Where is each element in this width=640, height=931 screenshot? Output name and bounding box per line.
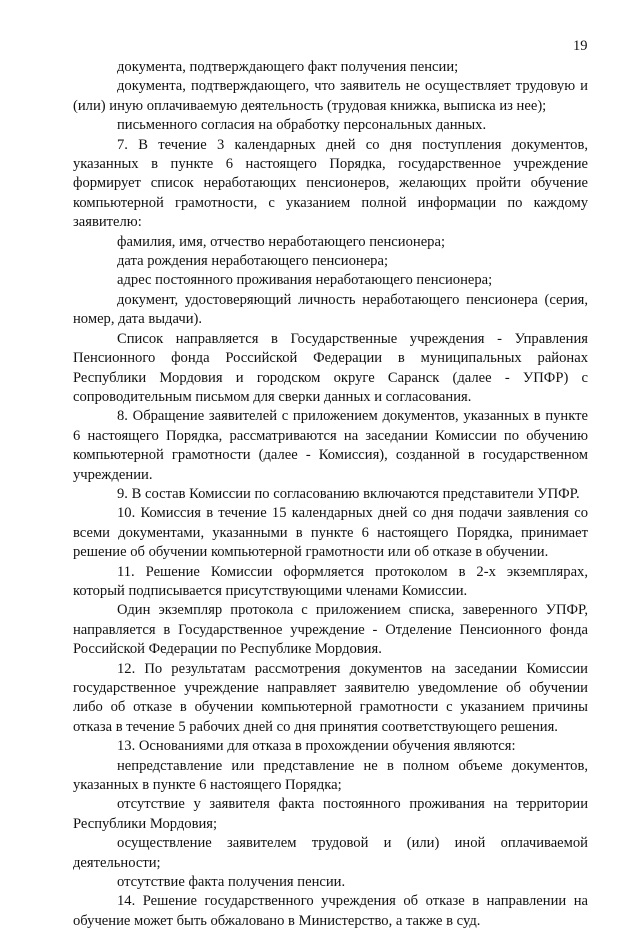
paragraph: документа, подтверждающего, что заявитель не осуществляет трудовую и (или) иную оплачиваемую деятельность (трудовая книжка, выписка из нее);	[73, 78, 588, 114]
paragraph: 10. Комиссия в течение 15 календарных дней со дня подачи заявления со всеми документами, указанными в пункте 6 настоящего Порядка, принимает решение об обучении компьютерной грамотности или об отказе в обучении.	[73, 505, 588, 561]
paragraph: осуществление заявителем трудовой и (или) иной оплачиваемой деятельности;	[73, 835, 588, 871]
paragraph: дата рождения неработающего пенсионера;	[117, 253, 389, 270]
paragraph: отсутствие факта получения пенсии.	[117, 874, 346, 891]
paragraph: документ, удостоверяющий личность неработающего пенсионера (серия, номер, дата выдачи).	[73, 291, 588, 328]
paragraph: 13. Основаниями для отказа в прохождении обучения являются:	[117, 738, 516, 755]
paragraph: 12. По результатам рассмотрения документов на заседании Комиссии государственное учреждение направляет заявителю уведомление об обучении либо об отказе в обучении компьютерной грамотности с указанием причины отказа в течение 5 рабочих дней со дня принятия соответствующего решения.	[73, 660, 588, 735]
paragraph: адрес постоянного проживания неработающего пенсионера;	[117, 272, 493, 289]
paragraph: Один экземпляр протокола с приложением списка, заверенного УПФР, направляется в Государственное учреждение - Отделение Пенсионного фонда Российской Федерации по Республике Мордовия.	[73, 602, 588, 658]
paragraph: 14. Решение государственного учреждения об отказе в направлении на обучение может быть обжаловано в Министерство, а также в суд.	[73, 893, 588, 929]
paragraph: письменного согласия на обработку персональных данных.	[117, 117, 487, 134]
paragraph: 11. Решение Комиссии оформляется протоколом в 2-х экземплярах, который подписывается присутствующими членами Комиссии.	[73, 563, 588, 599]
paragraph: отсутствие у заявителя факта постоянного проживания на территории Республики Мордовия;	[73, 796, 588, 832]
paragraph: 7. В течение 3 календарных дней со дня поступления документов, указанных в пункте 6 настоящего Порядка, государственное учреждение формирует список неработающих пенсионеров, желающих пройти обучение компьютерной грамотности, с указанием полной информации по каждому заявителю:	[73, 136, 588, 231]
document-body	[73, 58, 588, 931]
page-number: 19	[573, 38, 588, 54]
paragraph: фамилия, имя, отчество неработающего пенсионера;	[117, 233, 445, 250]
paragraph: непредставление или представление не в полном объеме документов, указанных в пункте 6 настоящего Порядка;	[73, 757, 588, 794]
paragraph: Список направляется в Государственные учреждения - Управления Пенсионного фонда Российской Федерации в муниципальных районах Республики Мордовия и городском округе Саранск (далее - УПФР) с сопроводительным письмом для сверки данных и согласования.	[73, 330, 588, 405]
paragraph: документа, подтверждающего факт получения пенсии;	[117, 59, 459, 75]
paragraph: 8. Обращение заявителей с приложением документов, указанных в пункте 6 настоящего Порядка, рассматриваются на заседании Комиссии по обучению компьютерной грамотности (далее - Комиссия), созданной в государственном учреждении.	[73, 408, 588, 483]
paragraph: 9. В состав Комиссии по согласованию включаются представители УПФР.	[117, 485, 580, 502]
